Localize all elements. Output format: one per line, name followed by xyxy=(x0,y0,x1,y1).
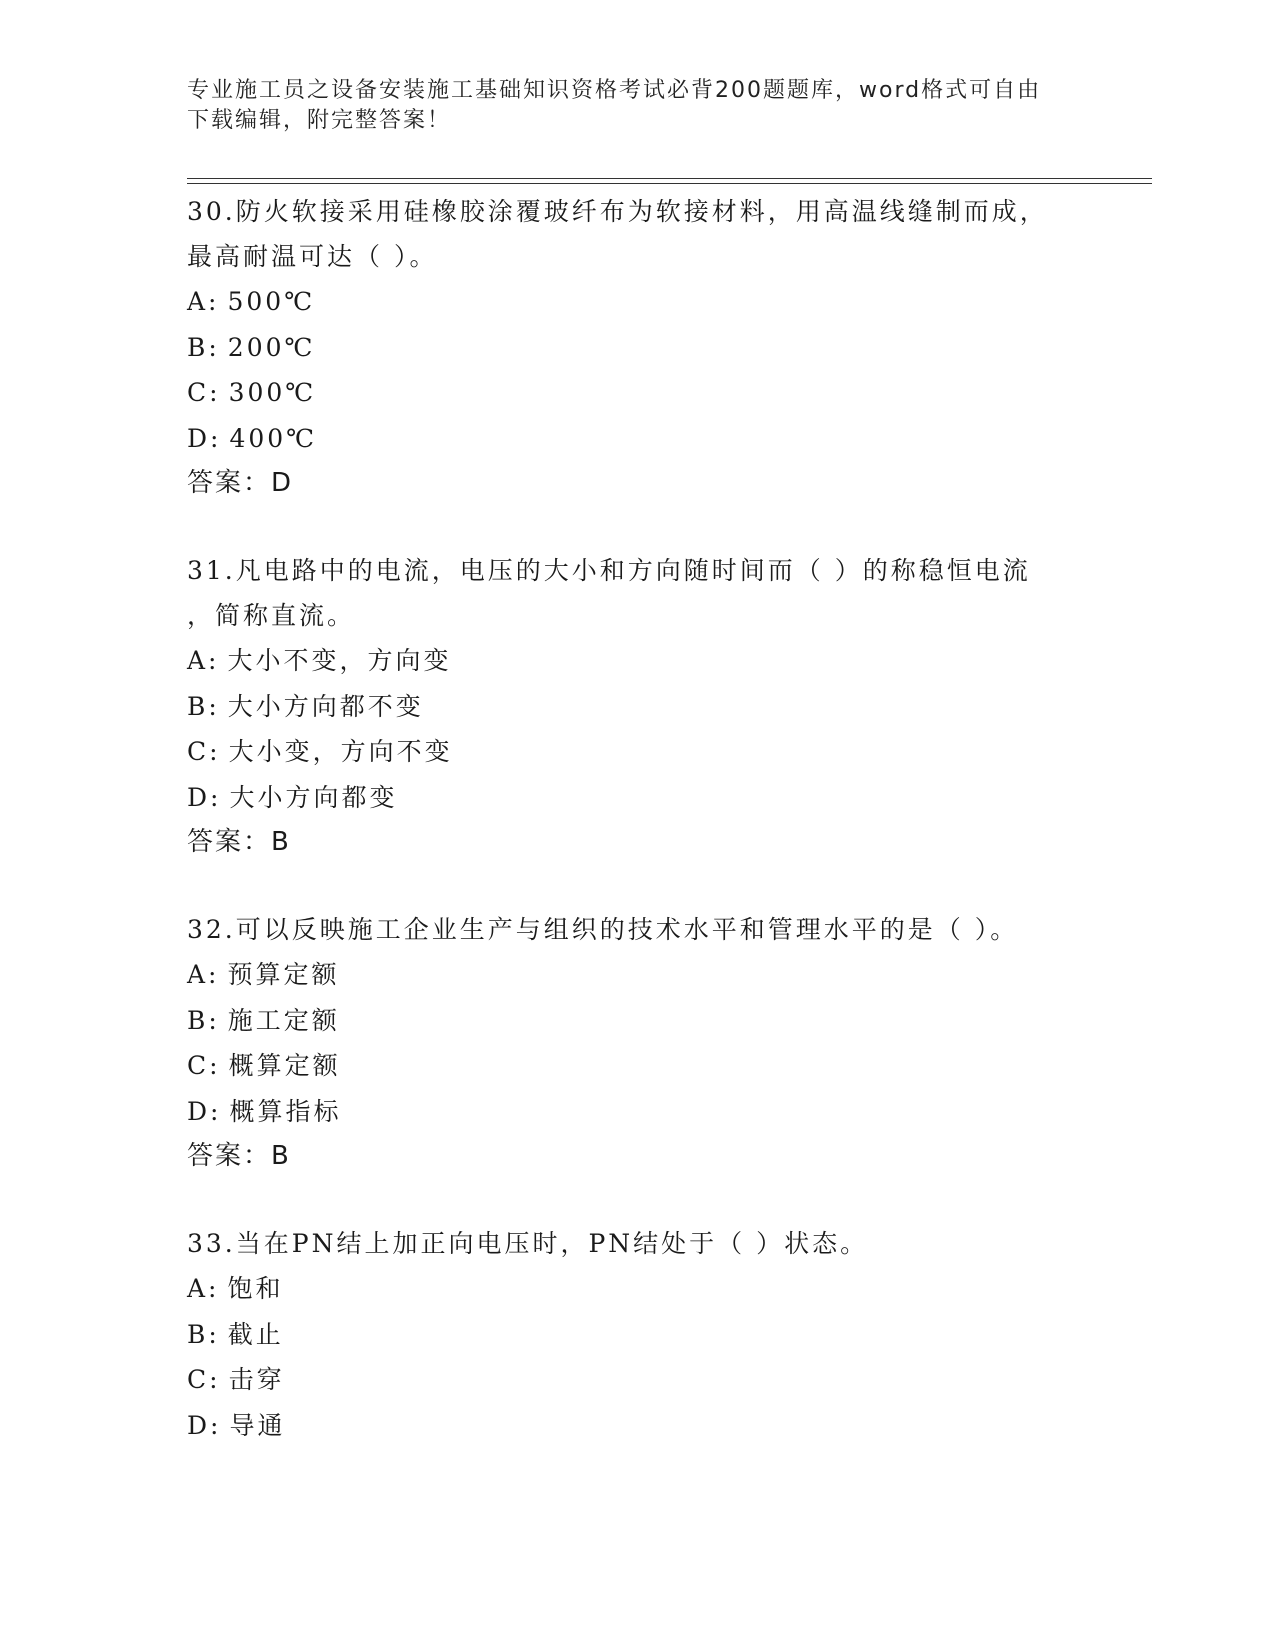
option-text: 击穿 xyxy=(228,1365,285,1394)
option-text: 概算指标 xyxy=(229,1096,342,1126)
option-text: 大小变，方向不变 xyxy=(228,737,453,766)
option-text: 大小不变，方向变 xyxy=(227,646,452,675)
option-key: A: xyxy=(187,960,220,989)
question-32 xyxy=(187,907,1117,1178)
option-text: 截止 xyxy=(227,1319,284,1349)
question-text-line-1: 31.凡电路中的电流，电压的大小和方向随时间而（ ）的称稳恒电流 xyxy=(187,556,1031,585)
answer-label: 答案：B xyxy=(187,1141,291,1171)
option-key: D: xyxy=(187,423,222,453)
option-a xyxy=(187,279,1117,325)
option-b xyxy=(187,684,1117,730)
option-b xyxy=(187,998,1117,1044)
option-text: 500℃ xyxy=(227,287,316,316)
question-text-line-1: 32.可以反映施工企业生产与组织的技术水平和管理水平的是（ ）。 xyxy=(187,915,1019,944)
header-title-line-2: 下载编辑，附完整答案！ xyxy=(187,108,452,133)
option-text: 施工定额 xyxy=(227,1005,340,1035)
option-d xyxy=(187,416,1117,462)
option-a xyxy=(187,1266,1117,1312)
option-d xyxy=(187,775,1117,821)
option-text: 预算定额 xyxy=(227,960,340,989)
option-a xyxy=(187,638,1117,684)
option-c xyxy=(187,1357,1117,1403)
option-text: 饱和 xyxy=(227,1274,284,1303)
option-key: D: xyxy=(187,1096,222,1126)
question-30 xyxy=(187,189,1117,505)
option-key: C: xyxy=(187,1051,221,1080)
option-key: B: xyxy=(187,1005,220,1035)
option-text: 300℃ xyxy=(228,378,317,407)
option-text: 导通 xyxy=(229,1410,286,1440)
option-d xyxy=(187,1089,1117,1135)
question-list xyxy=(187,189,1117,1448)
option-key: B: xyxy=(187,1319,220,1349)
option-c xyxy=(187,1043,1117,1089)
document-header xyxy=(187,76,1087,136)
question-spacer xyxy=(187,1178,1117,1221)
question-spacer xyxy=(187,505,1117,548)
option-key: A: xyxy=(187,287,220,316)
question-31 xyxy=(187,548,1117,864)
option-key: B: xyxy=(187,332,220,362)
question-text-line-2: 最高耐温可达（ ）。 xyxy=(187,242,438,271)
option-text: 400℃ xyxy=(229,423,318,453)
option-b xyxy=(187,325,1117,371)
option-text: 概算定额 xyxy=(228,1051,341,1080)
question-33 xyxy=(187,1221,1117,1448)
question-spacer xyxy=(187,864,1117,907)
option-key: A: xyxy=(187,646,220,675)
question-text-line-2: ，简称直流。 xyxy=(187,601,356,630)
option-key: A: xyxy=(187,1274,220,1303)
question-text-line-1: 30.防火软接采用硅橡胶涂覆玻纤布为软接材料，用高温线缝制而成， xyxy=(187,197,1048,226)
answer-label: 答案：D xyxy=(187,468,294,498)
option-d xyxy=(187,1403,1117,1449)
answer-label: 答案：B xyxy=(187,827,291,857)
option-c xyxy=(187,370,1117,416)
header-title-line-1: 专业施工员之设备安装施工基础知识资格考试必背200题题库，word格式可自由 xyxy=(187,78,1042,103)
option-key: B: xyxy=(187,691,220,721)
option-key: D: xyxy=(187,782,222,812)
option-text: 大小方向都不变 xyxy=(227,691,424,721)
option-key: C: xyxy=(187,737,221,766)
option-text: 200℃ xyxy=(227,332,316,362)
option-c xyxy=(187,729,1117,775)
header-divider-top xyxy=(187,178,1152,179)
question-text-line-1: 33.当在PN结上加正向电压时，PN结处于（ ）状态。 xyxy=(187,1229,869,1258)
header-divider-bottom xyxy=(187,183,1152,184)
option-key: C: xyxy=(187,378,221,407)
option-key: C: xyxy=(187,1365,221,1394)
option-b xyxy=(187,1312,1117,1358)
option-text: 大小方向都变 xyxy=(229,782,398,812)
option-a xyxy=(187,952,1117,998)
option-key: D: xyxy=(187,1410,222,1440)
